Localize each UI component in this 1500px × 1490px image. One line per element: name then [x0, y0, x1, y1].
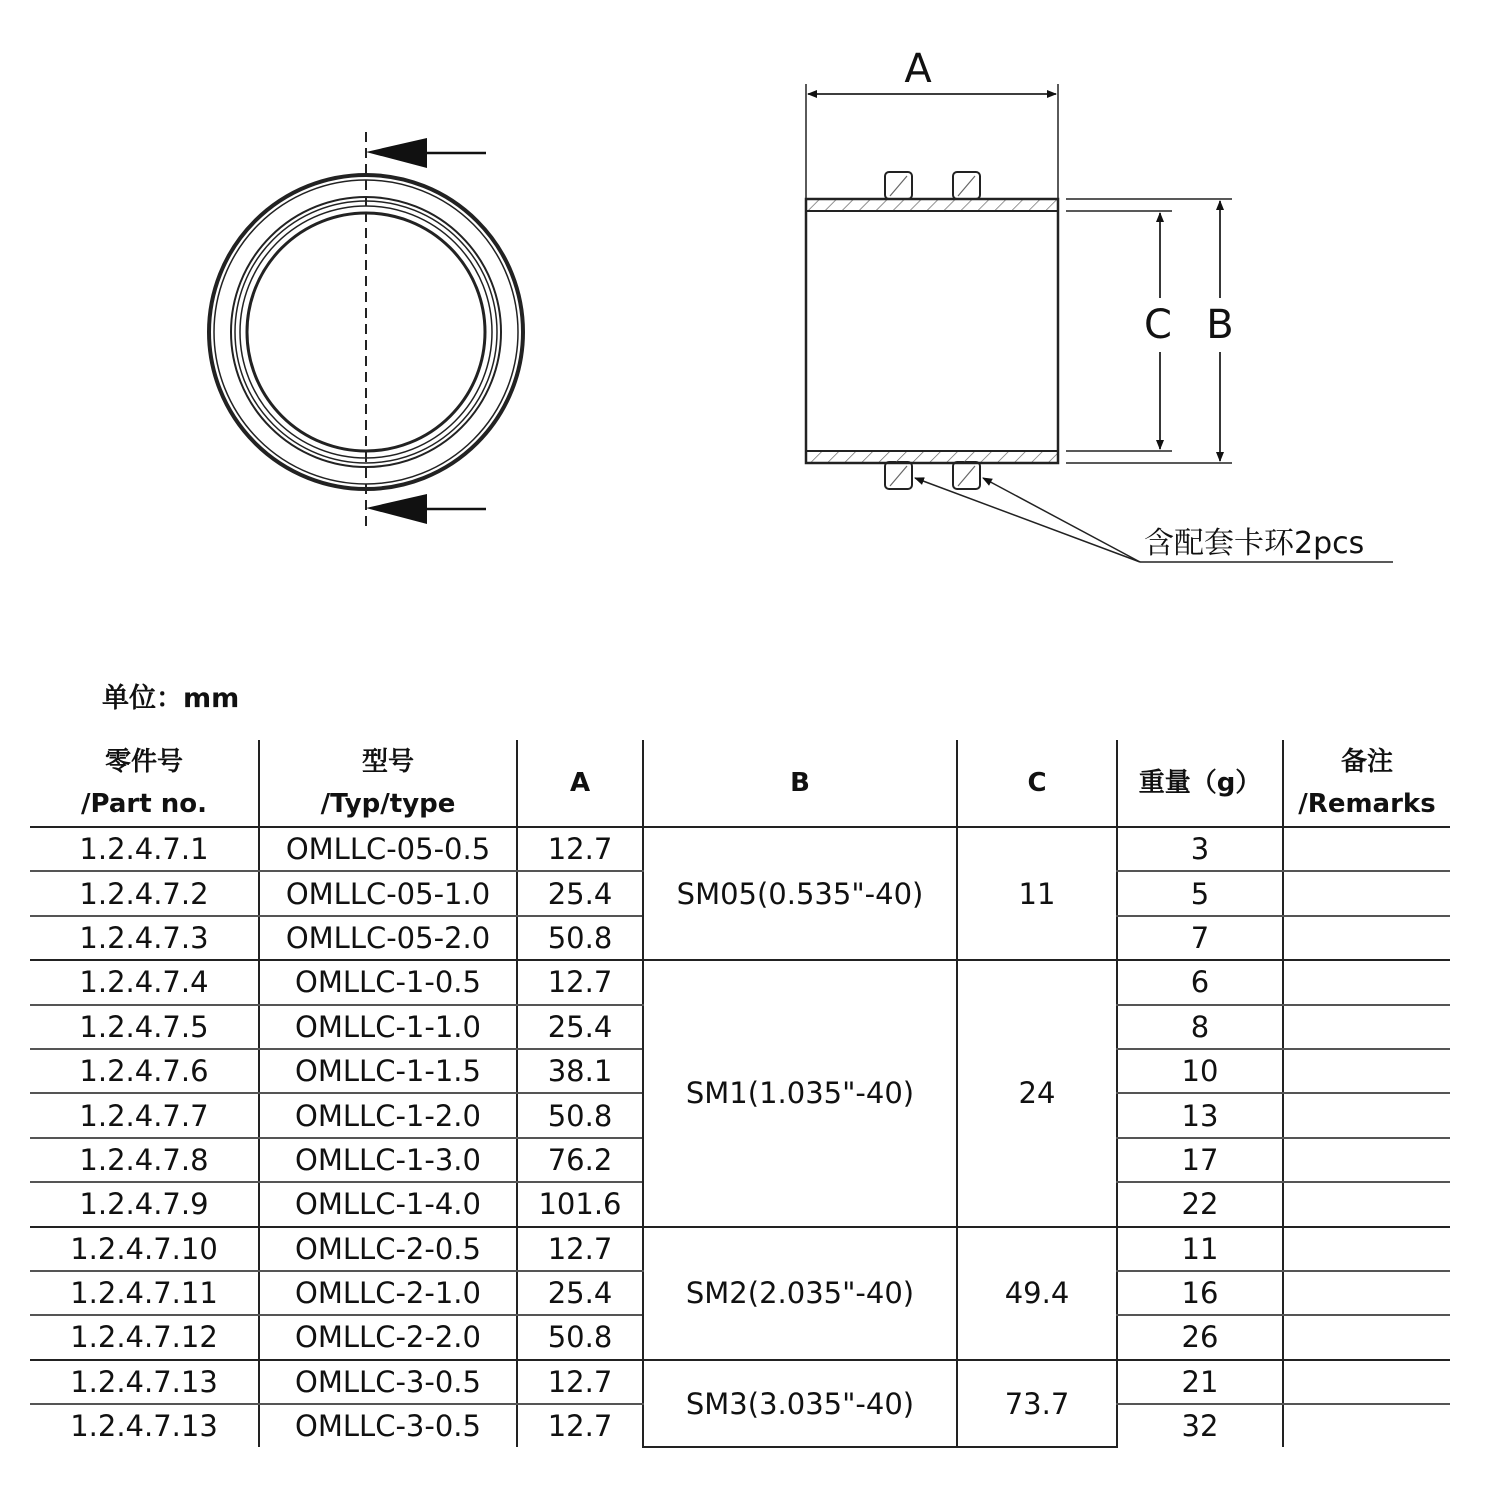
table-body [30, 827, 1450, 1447]
cell-weight: 5 [1117, 871, 1283, 915]
header-remarks-cn: 备注 [1340, 747, 1393, 777]
spec-table [30, 740, 1450, 1448]
dim-a-label: A [904, 46, 932, 92]
cell-part-no: 1.2.4.7.13 [30, 1360, 259, 1404]
cell-part-no: 1.2.4.7.8 [30, 1138, 259, 1182]
header-type [259, 740, 517, 827]
cell-remarks [1283, 1049, 1450, 1093]
cell-a: 12.7 [517, 960, 643, 1004]
cell-a: 101.6 [517, 1182, 643, 1226]
cell-part-no: 1.2.4.7.7 [30, 1093, 259, 1137]
cell-weight: 16 [1117, 1271, 1283, 1315]
cell-b: SM05(0.535"-40) [643, 827, 957, 960]
header-weight: 重量（g） [1117, 740, 1283, 827]
cell-weight: 32 [1117, 1404, 1283, 1447]
cell-remarks [1283, 1005, 1450, 1049]
header-type-en: /Typ/type [320, 789, 456, 819]
cell-remarks [1283, 871, 1450, 915]
cell-a: 12.7 [517, 827, 643, 871]
cell-a: 12.7 [517, 1360, 643, 1404]
section-line [366, 132, 486, 528]
technical-drawing [0, 0, 1500, 640]
header-remarks [1283, 740, 1450, 827]
header-part-no-cn: 零件号 [104, 747, 183, 777]
dimension-a [806, 46, 1058, 199]
dim-c-label: C [1144, 302, 1172, 348]
cell-a: 12.7 [517, 1227, 643, 1271]
cell-remarks [1283, 1315, 1450, 1359]
header-type-cn: 型号 [361, 747, 414, 777]
retaining-ring-callout [915, 478, 1393, 562]
cell-part-no: 1.2.4.7.13 [70, 1409, 218, 1444]
cell-part-no: 1.2.4.7.9 [30, 1182, 259, 1226]
header-a: A [517, 740, 643, 827]
cell-weight: 11 [1117, 1227, 1283, 1271]
header-part-no [30, 740, 259, 827]
cell-remarks [1283, 1360, 1450, 1404]
cell-weight: 8 [1117, 1005, 1283, 1049]
table-header-row [30, 740, 1450, 827]
cell-remarks [1283, 916, 1450, 960]
cell-remarks [1283, 1093, 1450, 1137]
cell-weight: 13 [1117, 1093, 1283, 1137]
table-row [30, 827, 1450, 871]
cell-part-no: 1.2.4.7.5 [30, 1005, 259, 1049]
cell-type: OMLLC-1-2.0 [259, 1093, 517, 1137]
unit-label: 单位：mm [102, 683, 240, 714]
dimension-c-b [1066, 199, 1234, 463]
cell-weight: 10 [1117, 1049, 1283, 1093]
header-part-no-en: /Part no. [81, 789, 207, 819]
cell-a: 76.2 [517, 1138, 643, 1182]
cell-c: 11 [957, 827, 1117, 960]
cell-part-no: 1.2.4.7.6 [30, 1049, 259, 1093]
cell-part-no: 1.2.4.7.10 [30, 1227, 259, 1271]
cell-type: OMLLC-2-0.5 [259, 1227, 517, 1271]
header-remarks-en: /Remarks [1298, 789, 1436, 819]
cell-b: SM1(1.035"-40) [643, 960, 957, 1226]
cell-part-no: 1.2.4.7.1 [30, 827, 259, 871]
dim-b-label: B [1206, 302, 1234, 348]
cell-c: 73.7 [957, 1360, 1117, 1448]
cell-type: OMLLC-2-2.0 [259, 1315, 517, 1359]
table-row [30, 960, 1450, 1004]
cell-type: OMLLC-2-1.0 [259, 1271, 517, 1315]
cell-remarks [1283, 1227, 1450, 1271]
cell-weight: 6 [1117, 960, 1283, 1004]
cell-type: OMLLC-05-2.0 [259, 916, 517, 960]
cell-a: 25.4 [517, 871, 643, 915]
cell-type: OMLLC-1-3.0 [259, 1138, 517, 1182]
cell-type: OMLLC-05-0.5 [259, 827, 517, 871]
cell-remarks [1283, 1271, 1450, 1315]
cell-b: SM3(3.035"-40) [643, 1360, 957, 1448]
cell-part-no: 1.2.4.7.12 [30, 1315, 259, 1359]
cell-weight: 7 [1117, 916, 1283, 960]
cell-remarks [1283, 1404, 1450, 1447]
cell-a: 50.8 [517, 916, 643, 960]
cell-c: 49.4 [957, 1227, 1117, 1360]
cell-remarks [1283, 1138, 1450, 1182]
table-row [30, 1227, 1450, 1271]
cell-weight: 26 [1117, 1315, 1283, 1359]
cell-a: 50.8 [517, 1315, 643, 1359]
cell-remarks [1283, 960, 1450, 1004]
cell-a: 38.1 [517, 1049, 643, 1093]
header-b: B [643, 740, 957, 827]
cell-part-no: 1.2.4.7.2 [30, 871, 259, 915]
cell-type: OMLLC-3-0.5 [259, 1360, 517, 1404]
cell-type: OMLLC-05-1.0 [259, 871, 517, 915]
cell-type: OMLLC-3-0.5 [259, 1404, 517, 1447]
cell-type: OMLLC-1-1.5 [259, 1049, 517, 1093]
cell-weight: 3 [1117, 827, 1283, 871]
cell-part-no: 1.2.4.7.4 [30, 960, 259, 1004]
cell-a: 12.7 [517, 1404, 643, 1447]
side-view [806, 172, 1058, 489]
cell-weight: 21 [1117, 1360, 1283, 1404]
cell-a: 25.4 [517, 1271, 643, 1315]
cell-remarks [1283, 827, 1450, 871]
cell-b: SM2(2.035"-40) [643, 1227, 957, 1360]
cell-a: 50.8 [517, 1093, 643, 1137]
cell-weight: 22 [1117, 1182, 1283, 1226]
table-row [30, 1360, 1450, 1404]
cell-type: OMLLC-1-1.0 [259, 1005, 517, 1049]
cell-type: OMLLC-1-4.0 [259, 1182, 517, 1226]
cell-type: OMLLC-1-0.5 [259, 960, 517, 1004]
header-c: C [957, 740, 1117, 827]
cell-remarks [1283, 1182, 1450, 1226]
cell-a: 25.4 [517, 1005, 643, 1049]
callout-label: 含配套卡环2pcs [1144, 526, 1365, 561]
cell-weight: 17 [1117, 1138, 1283, 1182]
cell-c: 24 [957, 960, 1117, 1226]
cell-part-no: 1.2.4.7.3 [30, 916, 259, 960]
cell-part-no: 1.2.4.7.11 [30, 1271, 259, 1315]
